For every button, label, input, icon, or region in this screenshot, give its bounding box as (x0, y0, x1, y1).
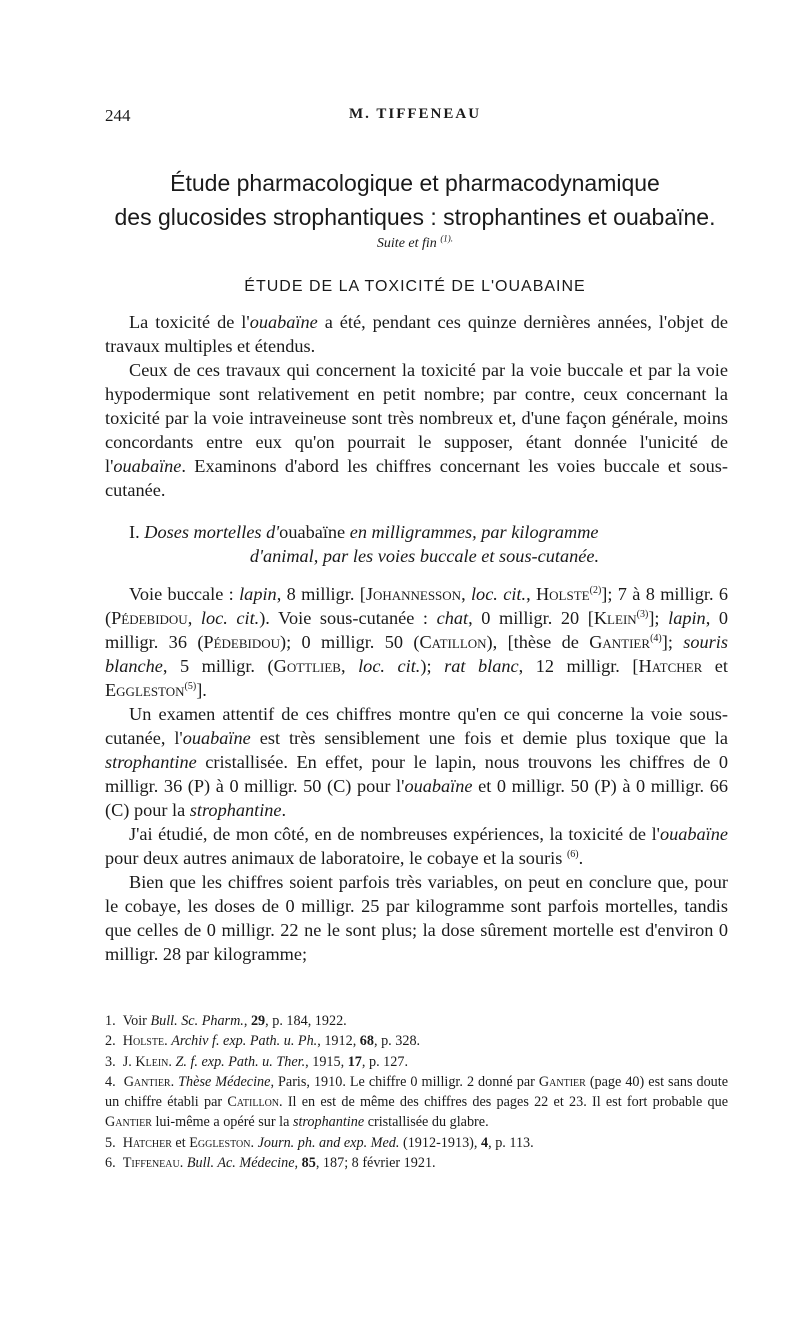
footnote-ref: (1). (440, 233, 454, 244)
footnote-6: 6. Tiffeneau. Bull. Ac. Médecine, 85, 187; 8 février 1921. (105, 1155, 436, 1172)
body-text (105, 310, 728, 966)
author-header: M. TIFFENEAU (348, 106, 482, 122)
footnote-5: 5. Hatcher et Eggleston. Journ. ph. and exp. Med. (1912-1913), 4, p. 113. (105, 1134, 534, 1151)
paragraph-5: J'ai étudié, de mon côté, en de nombreuses expériences, la toxicité de l'ouabaïne pour deux autres animaux de laboratoire, le cobaye et la souris $^{(6)}$. (105, 824, 728, 868)
footnote-3: 3. J. Klein. Z. f. exp. Path. u. Ther., 1915, 17, p. 127. (105, 1053, 408, 1070)
section-heading: ÉTUDE DE LA TOXICITÉ DE L'OUABAINE (244, 278, 586, 295)
footnote-2: 2. Holste. Archiv f. exp. Path. u. Ph., 1912, 68, p. 328. (105, 1033, 421, 1050)
paragraph-1: La toxicité de l'ouabaïne a été, pendant ces quinze dernières années, l'objet de travaux multiples et étendus. (105, 312, 728, 356)
paragraph-4: Un examen attentif de ces chiffres montre qu'en ce qui concerne la voie sous-cutanée, l'ouabaïne est très sensiblement une fois et demie plus toxique que la strophantine cristallisée. En effet, pour le lapin, nous trouvons les chiffres de 0 milligr. 36 (P) à 0 milligr. 50 (C) pour l'ouabaïne et 0 milligr. 50 (P) à 0 milligr. 66 (C) pour la strophantine. (105, 704, 728, 820)
footnote-4: 4. Gantier. Thèse Médecine, Paris, 1910. Le chiffre 0 milligr. 2 donné par Gantier (page 40) est sans doute un chiffre établi par Catillon. Il en est de même des chiffres des pages 22 et 23. Il est fort probable que Gantier lui-même a opéré sur la strophantine cristallisée du glabre. (105, 1073, 729, 1131)
table-caption: I. Doses mortelles d'ouabaïne en milligrammes, par kilogramme d'animal, par les voies buccale et sous-cutanée. (129, 522, 600, 566)
article-title (105, 166, 725, 234)
page-number: 244 (105, 106, 131, 125)
suite-et-fin: Suite et fin $^{(1).}$ (376, 233, 454, 251)
running-head (105, 106, 725, 130)
paragraph-2: Ceux de ces travaux qui concernent la toxicité par la voie buccale et par la voie hypodermique sont relativement en petit nombre; par contre, ceux concernant la toxicité par la voie intraveineuse sont très nombreux et, d'une façon générale, moins concordants entre eux qu'on pourrait le supposer, étant donnée l'unicité de l'ouabaïne. Examinons d'abord les chiffres concernant les voies buccale et sous-cutanée. (105, 360, 728, 500)
paragraph-6: Bien que les chiffres soient parfois très variables, on peut en conclure que, pour le cobaye, les doses de 0 milligr. 25 par kilogramme sont parfois mortelles, tandis que celles de 0 milligr. 22 ne le sont plus; la dose sûrement mortelle est d'environ 0 milligr. 28 par kilogramme; (105, 872, 728, 964)
title-line-2: des glucosides strophantiques : strophantines et ouabaïne. (114, 204, 716, 230)
footnotes (105, 1011, 728, 1173)
title-line-1: Étude pharmacologique et pharmacodynamique (170, 170, 660, 196)
paragraph-3: Voie buccale : lapin, 8 milligr. [Johannesson, loc. cit., Holste$^{(2)}$]; 7 à 8 milligr. 6 (Pédebidou, loc. cit.). Voie sous-cutanée : chat, 0 milligr. 20 [Klein$^{(3)}$]; lapin, 0 milligr. 36 (Pédebidou); 0 milligr. 50 (Catillon), [thèse de Gantier$^{(4)}$]; souris blanche, 5 milligr. (Gottlieb, loc. cit.); rat blanc, 12 milligr. [Hatcher et Eggleston$^{(5)}$]. (105, 584, 729, 700)
footnote-1: 1. Voir Bull. Sc. Pharm., 29, p. 184, 1922. (105, 1013, 347, 1029)
